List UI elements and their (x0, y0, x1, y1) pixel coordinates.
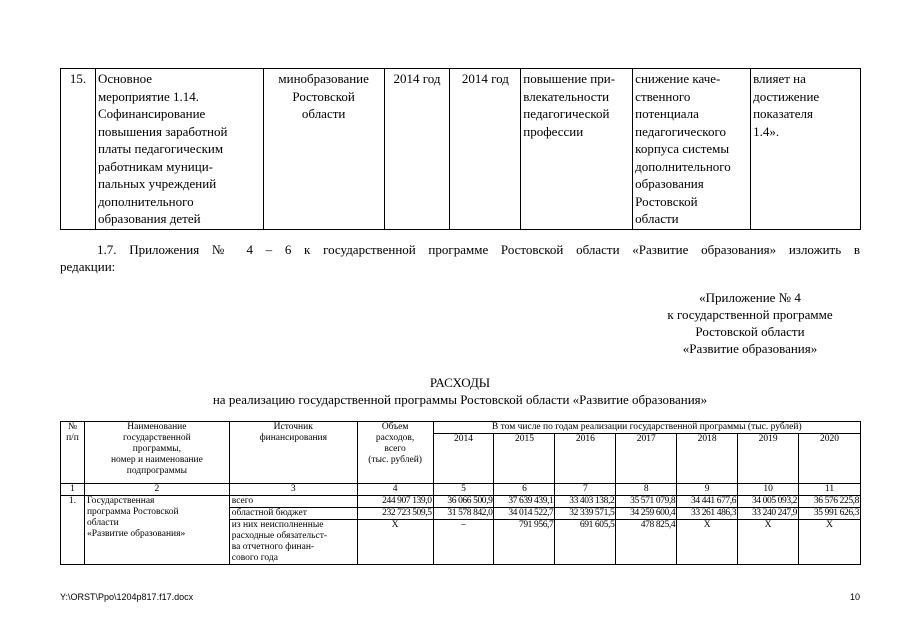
non-implementation-consequences (633, 69, 751, 230)
start-date: 2014 год (384, 69, 450, 230)
header-num (61, 422, 85, 484)
header-line: государственной (123, 433, 191, 443)
heading-subtitle: на реализацию государственной программы Ростовской области «Развитие образования» (212, 392, 708, 407)
text-line: сового года (231, 553, 278, 563)
text-line: образования детей (97, 211, 201, 226)
text-line: профессии (523, 123, 584, 139)
column-number: 1 (61, 484, 85, 496)
header-line: всего (384, 444, 406, 454)
header-year: 2014 (433, 434, 494, 484)
header-row (61, 422, 861, 434)
text-line: дополнительного (97, 193, 194, 209)
column-number: 10 (738, 484, 799, 496)
text-line: педагогической (523, 106, 610, 121)
text-line: образования (635, 176, 704, 191)
document-heading (60, 374, 860, 408)
value-cell: 244 907 139,0 (357, 496, 433, 508)
value-cell: 33 403 138,2 (555, 496, 616, 508)
header-year: 2015 (494, 434, 555, 484)
text-line: 1.4». (753, 123, 780, 139)
header-year: 2020 (799, 434, 861, 484)
header-year: 2019 (738, 434, 799, 484)
value-cell: 691 605,5 (555, 520, 616, 565)
funding-source (229, 520, 357, 565)
measure-name (95, 69, 263, 230)
appendix-line: «Развитие образования» (682, 341, 818, 356)
header-line: п/п (66, 433, 79, 443)
program-number: 1. (61, 496, 85, 565)
value-cell: 33 240 247,9 (738, 508, 799, 520)
executor (263, 69, 384, 230)
appendix-caption (640, 289, 860, 357)
value-cell: 34 014 522,7 (494, 508, 555, 520)
value-cell: 35 991 626,3 (799, 508, 861, 520)
header-year: 2018 (677, 434, 738, 484)
text-line: влияет на (753, 71, 806, 86)
header-line: № (67, 422, 78, 432)
text-line: Софинансирование (97, 106, 206, 121)
funding-source: всего (229, 496, 357, 508)
header-line: Источник (273, 422, 313, 432)
value-cell: 34 259 600,4 (616, 508, 677, 520)
paragraph-line: редакции: (60, 259, 116, 274)
value-cell: 33 261 486,3 (677, 508, 738, 520)
text-line: работникам муници- (97, 158, 213, 174)
column-number: 2 (84, 484, 229, 496)
paragraph-line: 1.7. Приложения № 4 – 6 к государственной программе Ростовской области «Развитие образования» изложить в (97, 242, 860, 257)
funding-source: областной бюджет (229, 508, 357, 520)
value-cell: Х (357, 520, 433, 565)
text-line: пальных учреждений (97, 176, 217, 191)
column-number: 11 (799, 484, 861, 496)
value-cell: 36 066 500,9 (433, 496, 494, 508)
text-line: потенциала (635, 106, 699, 121)
header-line: (тыс. рублей) (368, 455, 422, 465)
column-number: 8 (616, 484, 677, 496)
value-cell: 32 339 571,5 (555, 508, 616, 520)
header-source (229, 422, 357, 484)
text-line: области (635, 211, 679, 226)
text-line: повышения заработной (97, 123, 228, 139)
header-year: 2016 (555, 434, 616, 484)
header-year: 2017 (616, 434, 677, 484)
amendment-paragraph (60, 241, 860, 275)
indicator-link (751, 69, 861, 230)
text-line: педагогического (635, 123, 726, 139)
header-line: программы, (132, 444, 181, 454)
text-line: корпуса системы (635, 141, 730, 156)
column-number: 6 (494, 484, 555, 496)
text-line: области (86, 518, 119, 528)
text-line: Основное (97, 71, 153, 86)
measures-table-continuation (60, 68, 861, 230)
appendix-line: Ростовской области (695, 324, 805, 339)
end-date: 2014 год (450, 69, 521, 230)
text-line: области (301, 106, 346, 121)
text-line: Ростовской (635, 193, 698, 209)
text-line: из них неисполненные (231, 520, 324, 530)
text-line: дополнительного (635, 158, 731, 174)
value-cell: 34 005 093,2 (738, 496, 799, 508)
value-cell: 791 956,7 (494, 520, 555, 565)
column-number: 7 (555, 484, 616, 496)
column-number: 3 (229, 484, 357, 496)
header-years-group: В том числе по годам реализации государственной программы (тыс. рублей) (433, 422, 860, 434)
text-line: ва отчетного финан- (231, 542, 315, 552)
value-cell: – (433, 520, 494, 565)
value-cell: Х (738, 520, 799, 565)
header-line: подпрограммы (126, 466, 187, 476)
text-line: Ростовской (292, 88, 355, 104)
text-line: влекательности (523, 88, 610, 104)
text-line: показателя (753, 106, 813, 121)
value-cell: 36 576 225,8 (799, 496, 861, 508)
column-numbers-row (61, 484, 861, 496)
column-number: 5 (433, 484, 494, 496)
table-row (61, 69, 861, 230)
header-line: Объем (381, 422, 409, 432)
expected-result (521, 69, 633, 230)
value-cell: 37 639 439,1 (494, 496, 555, 508)
appendix-line: «Приложение № 4 (699, 290, 801, 305)
program-name (84, 496, 229, 565)
heading-title: РАСХОДЫ (429, 375, 491, 390)
header-line: номер и наименование (110, 455, 203, 465)
text-line: расходные обязательст- (231, 531, 328, 541)
value-cell: 478 825,4 (616, 520, 677, 565)
value-cell: 31 578 842,0 (433, 508, 494, 520)
header-name (84, 422, 229, 484)
text-line: Государственная (86, 496, 155, 506)
text-line: программа Ростовской (86, 507, 179, 517)
text-line: мероприятие 1.14. (97, 88, 199, 104)
table-row (61, 496, 861, 508)
value-cell: Х (677, 520, 738, 565)
row-number: 15. (61, 69, 96, 230)
column-number: 9 (677, 484, 738, 496)
text-line: ственного (635, 88, 691, 104)
column-number: 4 (357, 484, 433, 496)
value-cell: 34 441 677,6 (677, 496, 738, 508)
text-line: платы педагогическим (97, 141, 224, 156)
appendix-line: к государственной программе (667, 307, 833, 322)
header-line: Наименование (127, 422, 187, 432)
text-line: «Развитие образования» (86, 529, 186, 539)
header-line: финансирования (259, 433, 327, 443)
page-number: 10 (849, 592, 860, 602)
text-line: снижение каче- (635, 71, 721, 86)
file-path: Y:\ORST\Ppo\1204p817.f17.docx (60, 592, 194, 602)
header-line: расходов, (375, 433, 415, 443)
text-line: минобразование (278, 71, 369, 86)
text-line: повышение при- (523, 71, 616, 86)
value-cell: Х (799, 520, 861, 565)
value-cell: 35 571 079,8 (616, 496, 677, 508)
expenses-table (60, 421, 861, 565)
header-volume (357, 422, 433, 484)
value-cell: 232 723 509,5 (357, 508, 433, 520)
text-line: достижение (753, 88, 820, 104)
